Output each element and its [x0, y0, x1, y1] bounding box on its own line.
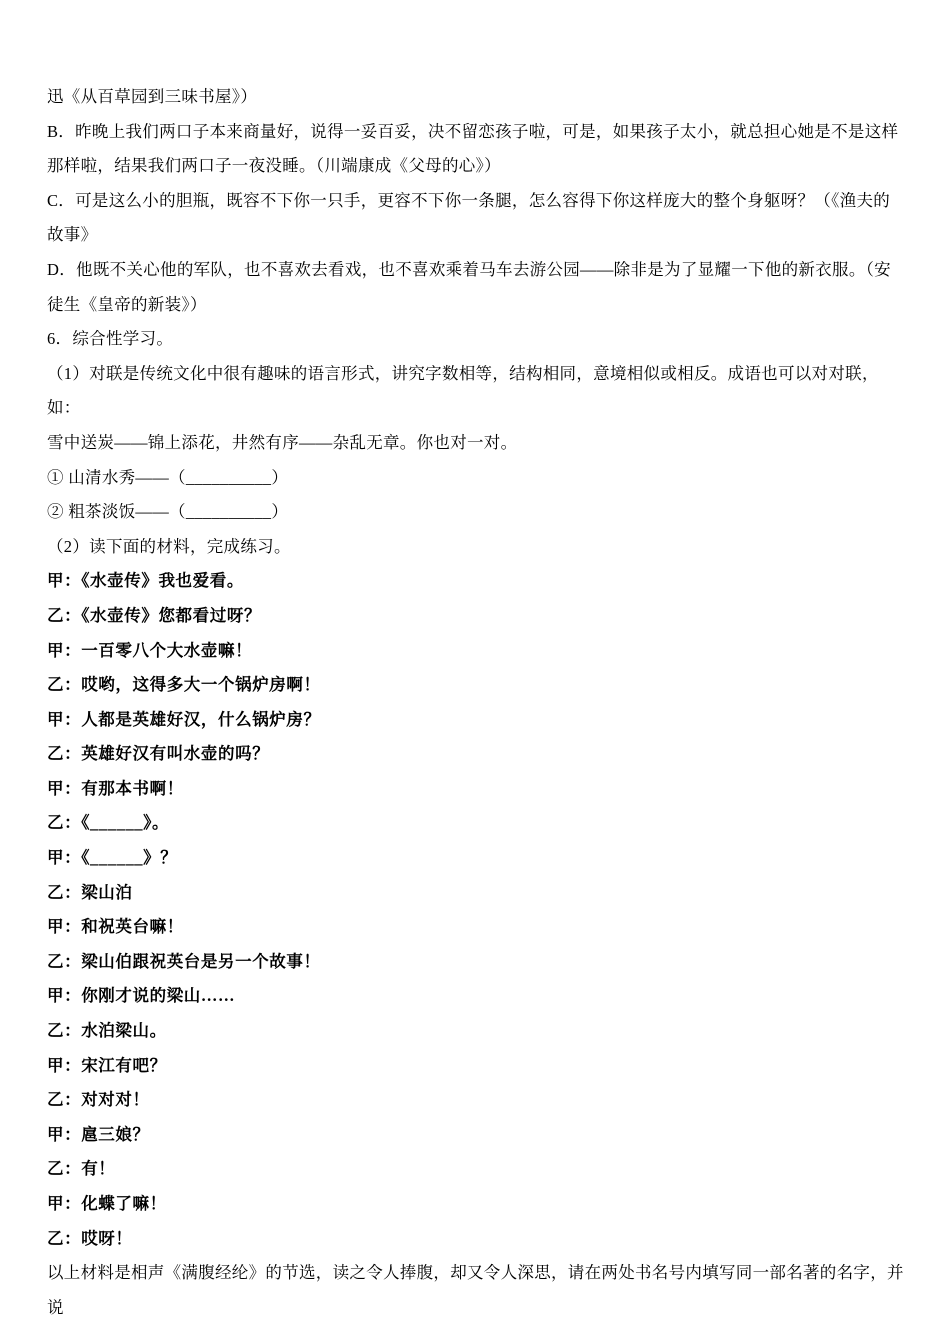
text-line: 迅《从百草园到三味书屋》） [47, 87, 258, 106]
text-line-option-b: B．昨晚上我们两口子本来商量好，说得一妥百妥，决不留恋孩子啦，可是，如果孩子太小，就总担心她是不是这样 [47, 121, 899, 141]
dialogue-line: 甲：你刚才说的梁山…… [47, 986, 236, 1006]
dialogue-line: 甲：扈三娘？ [47, 1124, 150, 1144]
text-line-part-1: （1）对联是传统文化中很有趣味的语言形式，讲究字数相等，结构相同，意境相似或相反。成语也可以对对联，如： [47, 363, 879, 418]
dialogue-line: 甲：宋江有吧？ [47, 1055, 167, 1075]
text-line-option-d: D．他既不关心他的军队，也不喜欢去看戏，也不喜欢乘着马车去游公园——除非是为了显耀一下他的新衣服。（安 [47, 259, 891, 279]
text-line: 徒生《皇帝的新装》） [47, 294, 207, 314]
dialogue-line: 乙：梁山伯跟祝英台是另一个故事！ [47, 951, 321, 971]
text-line-option-c: C．可是这么小的胆瓶，既容不下你一只手，更容不下你一条腿，怎么容得下你这样庞大的整个身躯呀？（《渔夫的 [47, 190, 891, 210]
dialogue-line: 甲：人都是英雄好汉，什么锅炉房？ [47, 709, 321, 729]
dialogue-line-blank: 乙：《______》。 [47, 813, 170, 833]
dialogue-line: 乙：对对对！ [47, 1090, 150, 1110]
blank-item-1: ① 山清水秀——（__________） [47, 467, 289, 487]
text-line: 那样啦，结果我们两口子一夜没睡。（川端康成《父母的心》） [47, 156, 501, 176]
text-line: 故事》 [47, 225, 98, 245]
closing-instruction-line: 以上材料是相声《满腹经纶》的节选，读之令人捧腹，却又令人深思，请在两处书名号内填写同一部名著的名字，并说 [47, 1263, 904, 1317]
dialogue-line: 乙：哎哟，这得多大一个锅炉房啊！ [47, 675, 321, 695]
dialogue-line: 乙：梁山泊 [47, 882, 133, 902]
text-line: 雪中送炭——锦上添花，井然有序——杂乱无章。你也对一对。 [47, 432, 518, 452]
dialogue-line: 乙：水泊梁山。 [47, 1021, 167, 1041]
dialogue-line: 甲：有那本书啊！ [47, 778, 184, 798]
blank-item-2: ② 粗茶淡饭——（__________） [47, 502, 289, 522]
dialogue-line: 甲：化蝶了嘛！ [47, 1194, 167, 1213]
dialogue-line: 乙：有！ [47, 1159, 116, 1179]
dialogue-line: 甲：和祝英台嘛！ [47, 917, 184, 937]
text-line-part-2: （2）读下面的材料，完成练习。 [47, 536, 291, 556]
dialogue-line: 甲：一百零八个大水壶嘛！ [47, 640, 253, 660]
dialogue-line: 甲：《水壶传》我也爱看。 [47, 571, 244, 591]
dialogue-line: 乙：《水壶传》您都看过呀？ [47, 605, 262, 625]
dialogue-line-blank: 甲：《______》？ [47, 848, 178, 868]
question-6-heading: 6．综合性学习。 [47, 329, 174, 349]
dialogue-line: 乙：哎呀！ [47, 1228, 133, 1248]
dialogue-line: 乙：英雄好汉有叫水壶的吗？ [47, 744, 270, 764]
